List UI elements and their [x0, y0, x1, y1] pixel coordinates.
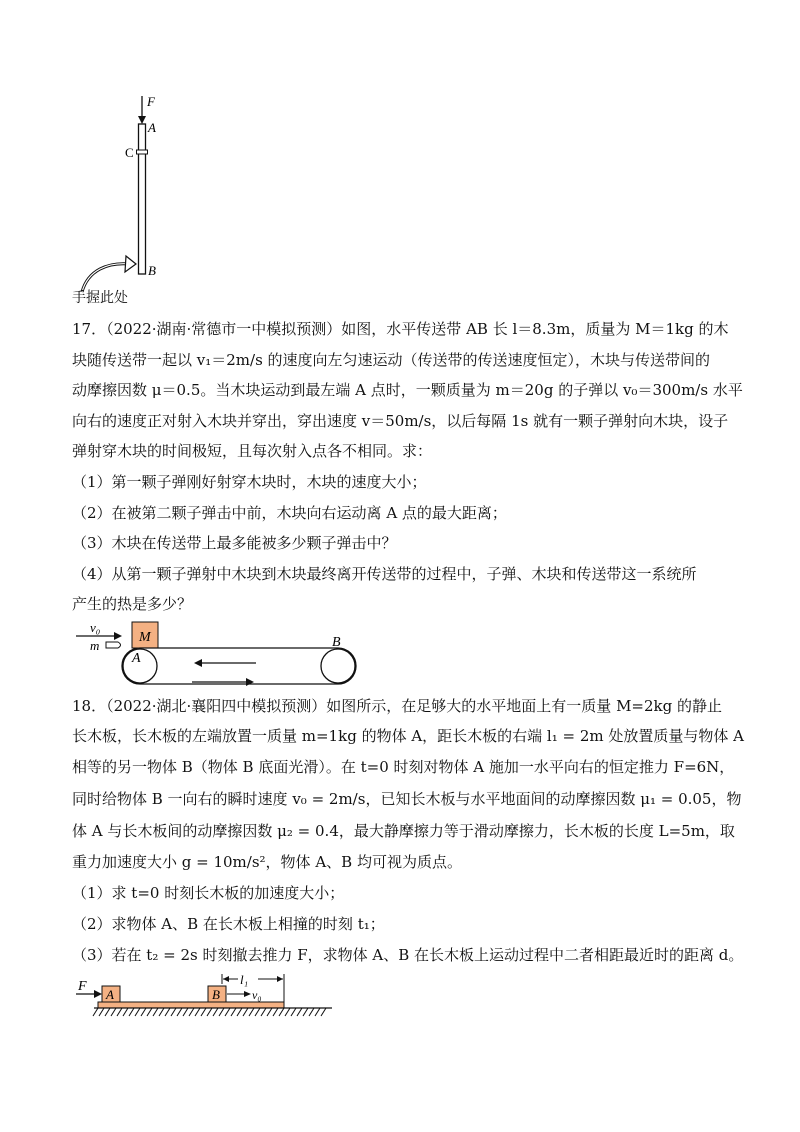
rod-clamp-c [137, 150, 148, 154]
q17-line: 弹射穿木块的时间极短，且每次射入点各不相同。求： [72, 442, 433, 460]
block-label-B: B [212, 987, 220, 1002]
long-board [98, 1002, 284, 1008]
hatch-mark [93, 1008, 98, 1016]
hatch-mark [147, 1008, 152, 1016]
hatch-mark [129, 1008, 134, 1016]
hatch-mark [183, 1008, 188, 1016]
hatch-mark [177, 1008, 182, 1016]
q18-line: 长木板，长木板的左端放置一质量 m=1kg 的物体 A，距长木板的右端 l₁ = 2m 处放置质量与物体 A [72, 727, 744, 745]
hatch-mark [261, 1008, 266, 1016]
hatch-mark [153, 1008, 158, 1016]
hatch-mark [171, 1008, 176, 1016]
l1-label: l₁ [240, 972, 249, 987]
q17-subquestion: （1）第一颗子弹刚好射穿木块时，木块的速度大小； [72, 473, 427, 491]
ground-hatching [93, 1008, 326, 1016]
hatch-mark [213, 1008, 218, 1016]
q17-subquestion: （2）在被第二颗子弹击中前，木块向右运动离 A 点的最大距离； [72, 504, 507, 522]
hatch-mark [285, 1008, 290, 1016]
q18-subquestion: （2）求物体 A、B 在长木板上相撞的时刻 t₁； [72, 915, 385, 933]
hatch-mark [279, 1008, 284, 1016]
hatch-mark [267, 1008, 272, 1016]
block-label-M: M [139, 630, 151, 645]
hatch-mark [219, 1008, 224, 1016]
v0-label: v₀ [252, 988, 262, 1002]
hatch-mark [189, 1008, 194, 1016]
hatch-mark [201, 1008, 206, 1016]
l1-arrowhead-right [277, 976, 283, 982]
point-label-A: A [132, 651, 141, 666]
hatch-mark [237, 1008, 242, 1016]
hatch-mark [303, 1008, 308, 1016]
force-arrowhead [138, 116, 146, 124]
figure-caption: 手握此处 [72, 290, 128, 306]
v0-arrowhead [244, 991, 251, 997]
point-label-A: A [148, 120, 156, 135]
belt-right-curve [338, 648, 356, 684]
hatch-mark [321, 1008, 326, 1016]
hatch-mark [231, 1008, 236, 1016]
q18-line: 18．（2022·湖北·襄阳四中模拟预测）如图所示，在足够大的水平地面上有一质量 M=2kg 的静止 [72, 697, 722, 715]
block-label-A: A [106, 987, 114, 1002]
hatch-mark [315, 1008, 320, 1016]
rod-figure [70, 92, 180, 312]
hatch-mark [273, 1008, 278, 1016]
hatch-mark [141, 1008, 146, 1016]
hatch-mark [249, 1008, 254, 1016]
q17-line: 块随传送带一起以 v₁＝2m/s 的速度向左匀速运动（传送带的传送速度恒定），木块与传送带间的 [72, 351, 711, 369]
hatch-mark [195, 1008, 200, 1016]
bullet-velocity-label: v₀ [90, 620, 101, 635]
rod [139, 124, 146, 274]
q17-line: 产生的热是多少？ [72, 595, 193, 613]
q18-line: 体 A 与长木板间的动摩擦因数 μ₂ = 0.4，最大静摩擦力等于滑动摩擦力，长木板的长度 L=5m，取 [72, 822, 735, 840]
point-label-B: B [332, 635, 341, 650]
point-label-B: B [148, 263, 156, 278]
q17-line: 动摩擦因数 μ＝0.5。当木块运动到最左端 A 点时，一颗质量为 m＝20g 的子弹以 v₀＝300m/s 水平 [72, 381, 743, 399]
hatch-mark [111, 1008, 116, 1016]
hatch-mark [255, 1008, 260, 1016]
hatch-mark [207, 1008, 212, 1016]
q18-subquestion: （1）求 t=0 时刻长木板的加速度大小； [72, 884, 345, 902]
l1-arrowhead-left [223, 976, 229, 982]
q17-line: 17．（2022·湖南·常德市一中模拟预测）如图，水平传送带 AB 长 l＝8.3m，质量为 M＝1kg 的木 [72, 320, 729, 338]
q18-line: 相等的另一物体 B（物体 B 底面光滑）。在 t=0 时刻对物体 A 施加一水平向右的恒定推力 F=6N， [72, 758, 735, 776]
hatch-mark [105, 1008, 110, 1016]
hatch-mark [123, 1008, 128, 1016]
hatch-mark [225, 1008, 230, 1016]
hatch-mark [291, 1008, 296, 1016]
hatch-mark [159, 1008, 164, 1016]
force-arrowhead [94, 990, 102, 998]
bullet-velocity-arrowhead [114, 632, 122, 640]
hatch-mark [309, 1008, 314, 1016]
q18-subquestion: （3）若在 t₂ = 2s 时刻撤去推力 F，求物体 A、B 在长木板上运动过程中二者相距最近时的距离 d。 [72, 946, 744, 964]
board-figure [70, 972, 340, 1026]
bottom-motion-arrowhead [246, 678, 254, 686]
hatch-mark [99, 1008, 104, 1016]
q18-line: 同时给物体 B 一向右的瞬时速度 v₀ = 2m/s，已知长木板与水平地面间的动摩擦因数 μ₁ = 0.05，物 [72, 790, 742, 808]
force-label-F: F [147, 94, 155, 109]
bullet-mass-label: m [90, 638, 100, 653]
right-pulley [321, 649, 355, 683]
hatch-mark [135, 1008, 140, 1016]
hatch-mark [297, 1008, 302, 1016]
hatch-mark [117, 1008, 122, 1016]
top-motion-arrowhead [194, 659, 202, 667]
conveyor-figure [70, 616, 380, 688]
hatch-mark [165, 1008, 170, 1016]
point-label-C: C [125, 145, 134, 160]
q17-line: 向右的速度正对射入木块并穿出，穿出速度 v＝50m/s，以后每隔 1s 就有一颗子弹射向木块，设子 [72, 412, 729, 430]
force-label-F: F [78, 979, 87, 994]
hand-arrowhead [125, 256, 136, 272]
q17-subquestion: （3）木块在传送带上最多能被多少颗子弹击中？ [72, 534, 397, 552]
hatch-mark [243, 1008, 248, 1016]
q18-line: 重力加速度大小 g = 10m/s²，物体 A、B 均可视为质点。 [72, 853, 462, 871]
bullet [106, 642, 121, 648]
q17-subquestion: （4）从第一颗子弹射中木块到木块最终离开传送带的过程中，子弹、木块和传送带这一系统所 [72, 565, 697, 583]
